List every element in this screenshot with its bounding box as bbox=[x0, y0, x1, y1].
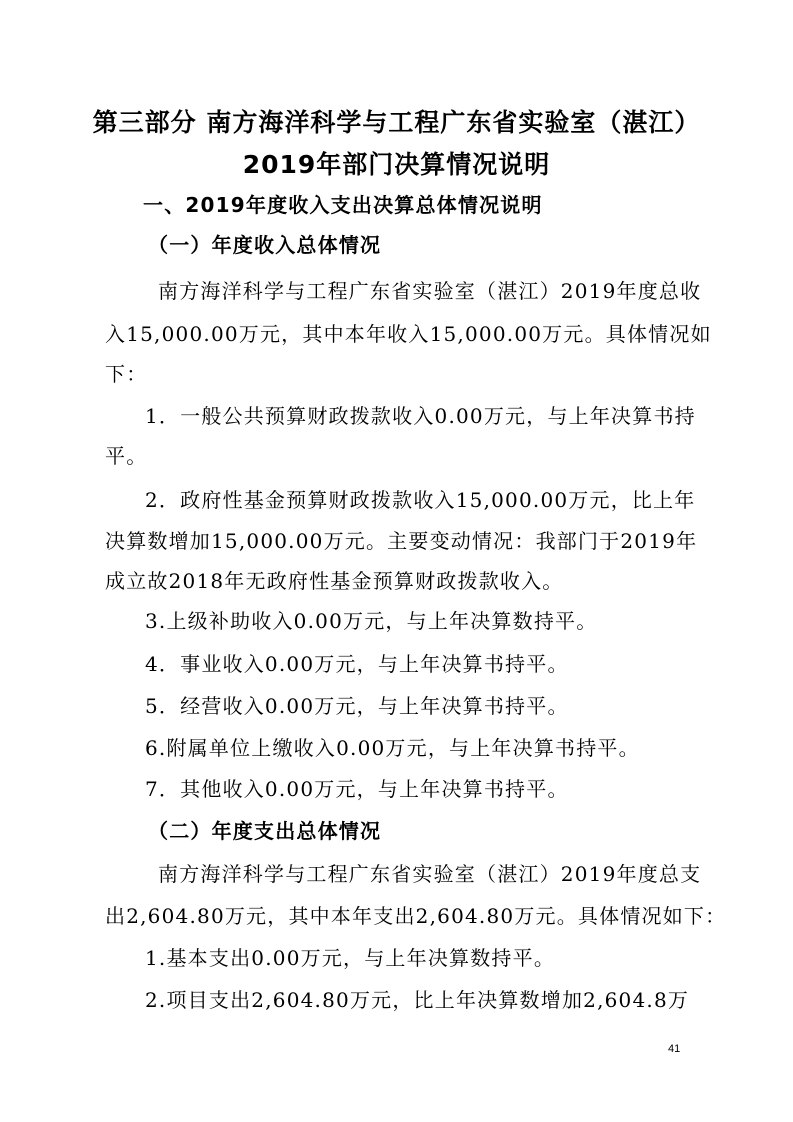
title-line-1: 第三部分 南方海洋科学与工程广东省实验室（湛江） bbox=[92, 108, 701, 137]
section-heading-1: 一、2019年度收入支出决算总体情况说明 bbox=[143, 193, 543, 217]
income-item-3: 3.上级补助收入0.00万元，与上年决算数持平。 bbox=[145, 609, 598, 633]
income-item-2-line-2: 决算数增加15,000.00万元。主要变动情况：我部门于2019年 bbox=[105, 529, 698, 553]
income-intro-line-1: 南方海洋科学与工程广东省实验室（湛江）2019年度总收 bbox=[158, 279, 702, 303]
income-item-6: 6.附属单位上缴收入0.00万元，与上年决算书持平。 bbox=[145, 736, 640, 760]
expense-heading: （二）年度支出总体情况 bbox=[148, 819, 382, 843]
income-item-4: 4．事业收入0.00万元，与上年决算书持平。 bbox=[145, 652, 569, 676]
expense-intro-line-1: 南方海洋科学与工程广东省实验室（湛江）2019年度总支 bbox=[158, 862, 702, 886]
income-item-1-line-1: 1．一般公共预算财政拨款收入0.00万元，与上年决算书持 bbox=[145, 404, 696, 428]
income-item-2-line-1: 2．政府性基金预算财政拨款收入15,000.00万元，比上年 bbox=[145, 488, 696, 512]
income-intro-line-2: 入15,000.00万元，其中本年收入15,000.00万元。具体情况如 bbox=[105, 322, 712, 346]
income-intro-line-3: 下： bbox=[105, 362, 148, 386]
income-item-2-line-3: 成立故2018年无政府性基金预算财政拨款收入。 bbox=[105, 569, 564, 593]
expense-item-2: 2.项目支出2,604.80万元，比上年决算数增加2,604.8万 bbox=[145, 988, 690, 1012]
income-item-5: 5．经营收入0.00万元，与上年决算书持平。 bbox=[145, 694, 569, 718]
income-item-1-line-2: 平。 bbox=[105, 444, 148, 468]
income-item-7: 7．其他收入0.00万元，与上年决算书持平。 bbox=[145, 777, 569, 801]
page-number: 41 bbox=[668, 1043, 681, 1055]
income-heading: （一）年度收入总体情况 bbox=[148, 233, 382, 257]
expense-intro-line-2: 出2,604.80万元，其中本年支出2,604.80万元。具体情况如下： bbox=[105, 904, 727, 928]
expense-item-1: 1.基本支出0.00万元，与上年决算数持平。 bbox=[145, 946, 556, 970]
title-line-2: 2019年部门决算情况说明 bbox=[242, 150, 551, 179]
